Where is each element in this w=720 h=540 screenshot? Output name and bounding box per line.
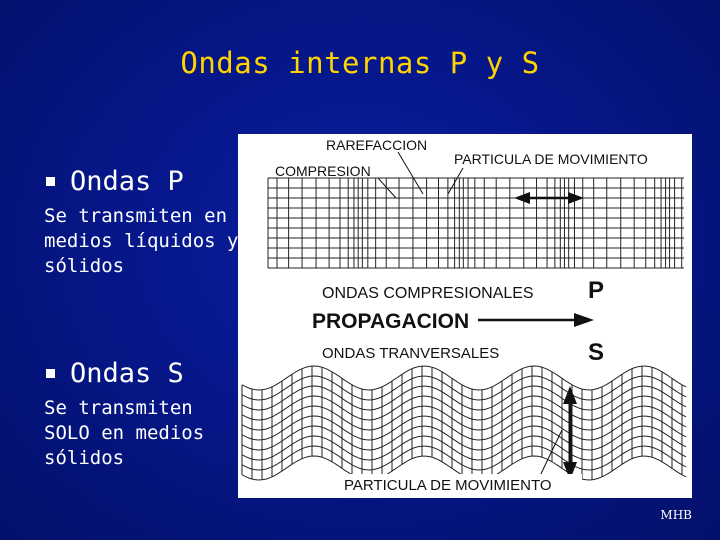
bullet-square-icon [46,369,55,378]
wave-diagram [238,134,692,498]
footer-initials: MHB [660,508,692,522]
ondas-s-description [44,396,244,471]
bullet-heading-p: Ondas P [70,166,184,197]
description-line: medios líquidos y [44,230,239,252]
p-wave-label: P [588,277,605,304]
s-wave-label: S [588,339,605,366]
propagation-arrow-icon [574,313,594,327]
description-line: Se transmiten [44,397,193,419]
slide-title: Ondas internas P y S [180,46,540,80]
ondas-tranversales-label: ONDAS TRANVERSALES [322,345,500,362]
description-line: SOLO en medios [44,422,205,444]
description-line: sólidos [44,255,125,277]
wave-diagram-svg [238,134,692,498]
description-line: sólidos [44,447,125,469]
description-line: Se transmiten en [44,205,228,227]
s-arrow-up-icon [563,386,577,404]
bullet-heading-s: Ondas S [70,358,184,389]
p-wave-grid [268,178,684,268]
p-arrow-right-icon [568,192,584,204]
bullet-square-icon [46,177,55,186]
bullet-ondas-p [46,166,184,197]
propagacion-label: PROPAGACION [312,310,470,333]
rarefaccion-label: RAREFACCION [326,137,428,153]
particula-bottom-label: PARTICULA DE MOVIMIENTO [344,477,552,494]
particula-top-label: PARTICULA DE MOVIMIENTO [454,151,648,167]
p-arrow-left-icon [514,192,530,204]
particula-top-leader [448,168,463,194]
s-wave-grid [242,366,686,480]
ondas-p-description [44,204,244,279]
ondas-compresionales-label: ONDAS COMPRESIONALES [322,285,534,302]
compresion-label: COMPRESION [275,163,371,179]
bullet-ondas-s [46,358,184,389]
